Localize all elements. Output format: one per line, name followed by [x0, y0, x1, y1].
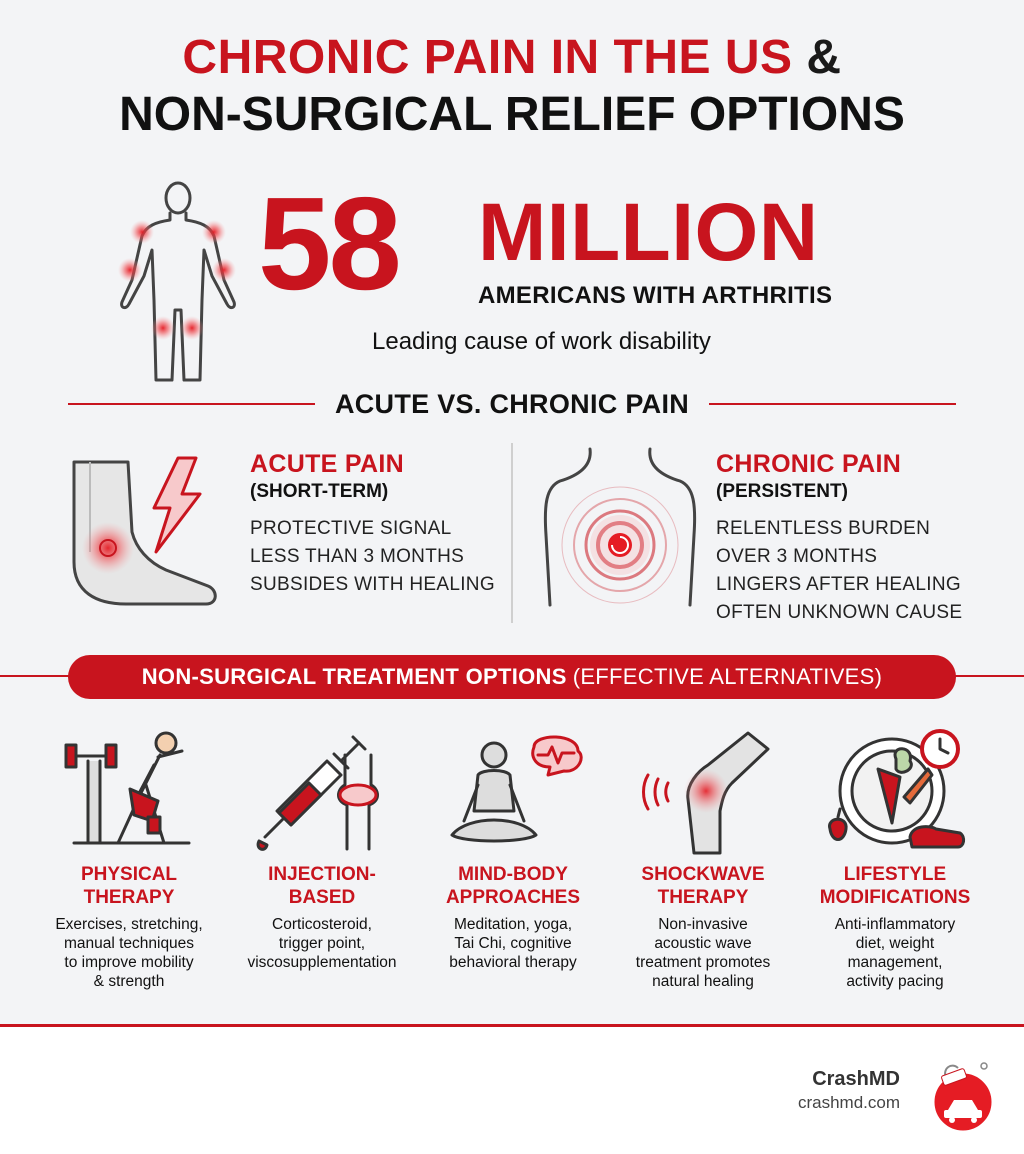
chronic-pain-subtitle: (PERSISTENT) — [716, 481, 848, 502]
brand-url[interactable]: crashmd.com — [797, 1093, 900, 1112]
brand-name: CrashMD — [812, 1068, 900, 1090]
list-item: OFTEN UNKNOWN CAUSE — [716, 602, 963, 623]
banner-bold-text: NON-SURGICAL TREATMENT OPTIONS — [141, 664, 567, 689]
treatment-name-line-1: SHOCKWAVE — [641, 864, 765, 885]
knee-wave-icon — [628, 725, 778, 855]
treatment-desc-line: Non-invasive — [658, 916, 748, 933]
treatment-name-line-1: PHYSICAL — [80, 864, 178, 885]
treatment-desc-line: Anti-inflammatory — [834, 916, 956, 933]
title-line-1 — [0, 32, 1024, 85]
treatment-desc-line: to improve mobility — [64, 954, 194, 971]
acute-pain-subtitle: (SHORT-TERM) — [250, 481, 389, 502]
list-item: LINGERS AFTER HEALING — [716, 574, 961, 595]
treatment-desc-line: behavioral therapy — [449, 954, 577, 971]
treatment-name-line-2: THERAPY — [657, 887, 749, 908]
treatment-desc-line: Meditation, yoga, — [453, 916, 573, 933]
hero-unit: MILLION — [478, 187, 819, 278]
treatment-desc-line: Exercises, stretching, — [55, 916, 203, 933]
treatment-desc-line: viscosupplementation — [247, 954, 397, 971]
back-pain-icon — [540, 445, 700, 620]
treatment-desc-line: management, — [847, 954, 943, 971]
chronic-pain-points — [716, 515, 962, 627]
meditation-icon — [438, 725, 588, 855]
syringe-icon — [247, 725, 397, 855]
comparison-heading-text: ACUTE VS. CHRONIC PAIN — [334, 388, 690, 419]
treatment-desc-line: acoustic wave — [654, 935, 752, 952]
body-pain-points-icon — [108, 180, 248, 385]
list-item: PROTECTIVE SIGNAL — [250, 518, 452, 539]
treatment-desc-line: manual techniques — [63, 935, 195, 952]
treatment-name-line-2: APPROACHES — [445, 887, 581, 908]
acute-pain-panel — [250, 450, 495, 599]
divider-line-right — [709, 403, 956, 405]
treatment-name-line-1: LIFESTYLE — [843, 864, 947, 885]
treatment-desc-line: activity pacing — [846, 973, 944, 990]
page-title — [0, 32, 1024, 142]
treatment-desc-line: & strength — [93, 973, 165, 990]
treatment-lifestyle — [800, 725, 990, 991]
title-ampersand: & — [806, 31, 842, 84]
treatment-desc-line: diet, weight — [855, 935, 935, 952]
treatment-banner — [68, 655, 956, 699]
list-item: OVER 3 MONTHS — [716, 546, 878, 567]
banner-thin-text: (EFFECTIVE ALTERNATIVES) — [572, 664, 883, 689]
list-item: LESS THAN 3 MONTHS — [250, 546, 465, 567]
comparison-heading — [68, 388, 956, 420]
acute-pain-title: ACUTE PAIN — [250, 450, 404, 478]
treatment-desc-line: trigger point, — [278, 935, 366, 952]
title-line-2: NON-SURGICAL RELIEF OPTIONS — [119, 87, 905, 141]
divider-line-left — [68, 403, 315, 405]
vertical-divider — [511, 443, 513, 623]
exercise-icon — [54, 725, 204, 855]
treatment-name-line-2: THERAPY — [83, 887, 175, 908]
list-item: SUBSIDES WITH HEALING — [250, 574, 495, 595]
treatment-physical-therapy — [34, 725, 224, 991]
treatment-name-line-2: BASED — [288, 887, 356, 908]
hero-number: 58 — [258, 170, 399, 317]
chronic-pain-title: CHRONIC PAIN — [716, 450, 902, 478]
treatment-desc-line: treatment promotes — [635, 954, 771, 971]
chronic-pain-panel — [716, 450, 962, 627]
treatment-shockwave — [608, 725, 798, 991]
treatment-injection-based — [227, 725, 417, 972]
treatment-mind-body — [418, 725, 608, 972]
treatment-desc-line: Corticosteroid, — [272, 916, 372, 933]
treatment-desc-line: Tai Chi, cognitive — [454, 935, 572, 952]
treatment-name-line-1: INJECTION- — [268, 864, 376, 885]
acute-pain-points — [250, 515, 495, 599]
title-red-text: CHRONIC PAIN IN THE US — [182, 31, 793, 84]
treatment-desc-line: natural healing — [652, 973, 754, 990]
treatment-name-line-2: MODIFICATIONS — [819, 887, 971, 908]
hero-caption: AMERICANS WITH ARTHRITIS — [478, 282, 833, 309]
healthy-plate-icon — [820, 725, 970, 855]
list-item: RELENTLESS BURDEN — [716, 518, 931, 539]
treatment-name-line-1: MIND-BODY — [458, 864, 568, 885]
ankle-pain-icon — [66, 452, 226, 612]
crashmd-logo-icon — [928, 1058, 998, 1136]
brand-block — [798, 1068, 900, 1113]
hero-note: Leading cause of work disability — [372, 328, 711, 355]
